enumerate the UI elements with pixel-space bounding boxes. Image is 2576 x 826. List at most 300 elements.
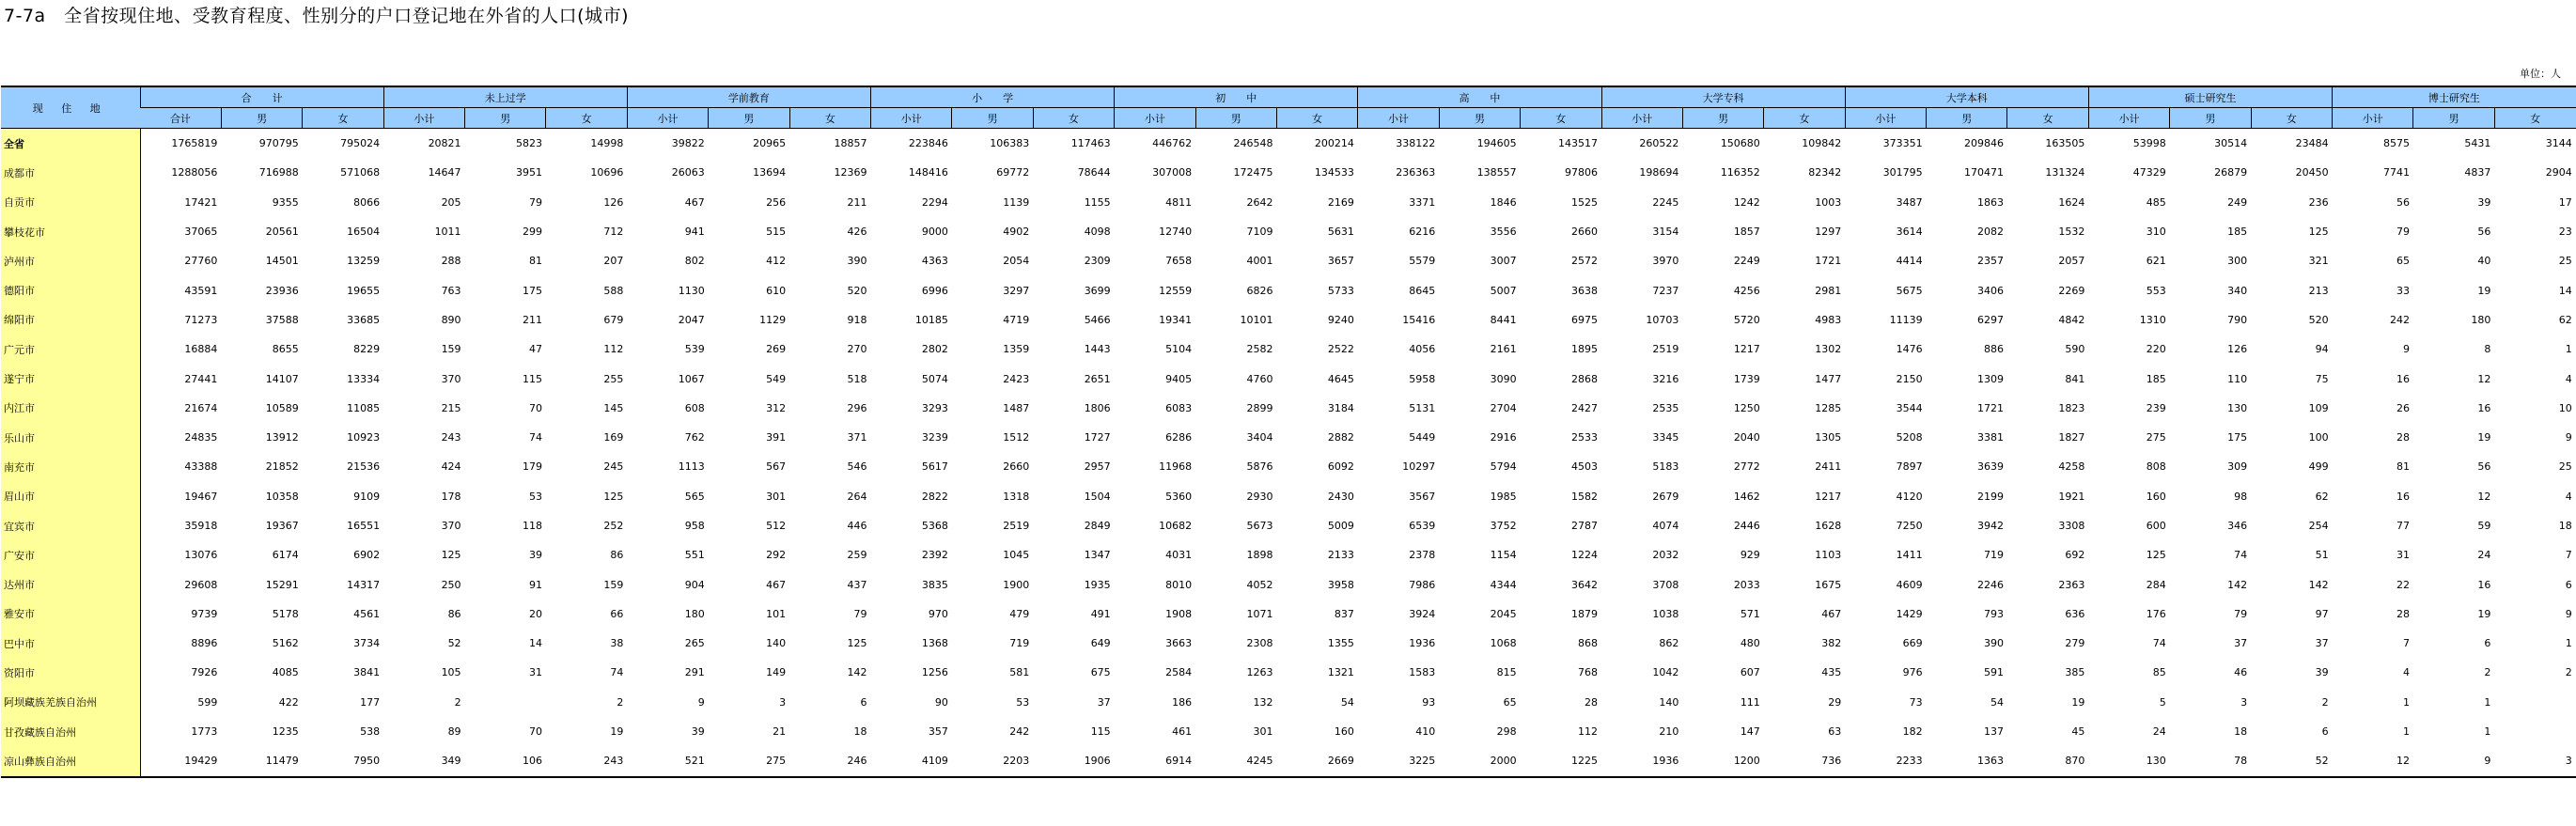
header-subcolumn: 男 bbox=[1927, 108, 2007, 129]
table-cell: 131324 bbox=[2045, 166, 2085, 179]
table-cell: 2642 bbox=[1246, 195, 1273, 209]
header-subcolumn: 女 bbox=[1764, 108, 1845, 129]
table-cell: 176 bbox=[2146, 607, 2166, 620]
table-cell: 175 bbox=[522, 284, 542, 297]
header-group: 硕士研究生 bbox=[2088, 86, 2332, 108]
row-location: 宜宾市 bbox=[1, 511, 140, 540]
table-cell: 2392 bbox=[921, 549, 948, 562]
table-cell: 426 bbox=[847, 226, 867, 239]
table-cell: 109842 bbox=[1802, 137, 1842, 150]
table-cell: 3970 bbox=[1652, 255, 1679, 268]
table-cell: 89 bbox=[447, 725, 461, 739]
table-cell: 14 bbox=[2558, 284, 2572, 297]
table-cell: 588 bbox=[603, 284, 624, 297]
table-cell: 312 bbox=[766, 401, 787, 414]
table-cell: 185 bbox=[2227, 226, 2248, 239]
table-cell: 81 bbox=[528, 255, 542, 268]
table-cell: 4245 bbox=[1195, 746, 1276, 776]
table-cell: 12369 bbox=[834, 166, 867, 179]
table-row bbox=[1, 158, 2576, 187]
table-cell: 1879 bbox=[1571, 607, 1599, 620]
table-cell: 3657 bbox=[1327, 255, 1354, 268]
table-cell: 4344 bbox=[1490, 578, 1517, 591]
table-cell: 9 bbox=[2565, 607, 2572, 620]
table-cell: 6975 bbox=[1571, 313, 1599, 326]
table-cell: 1011 bbox=[434, 226, 461, 239]
table-cell: 2199 bbox=[1976, 490, 2004, 503]
table-cell: 16 bbox=[2477, 578, 2491, 591]
table-header bbox=[1, 86, 2576, 129]
table-cell: 1129 bbox=[759, 313, 787, 326]
table-cell: 20821 bbox=[428, 137, 461, 150]
table-cell: 446762 bbox=[1152, 137, 1193, 150]
table-cell: 2981 bbox=[1815, 284, 1842, 297]
table-cell: 2411 bbox=[1815, 460, 1842, 474]
table-cell: 56 bbox=[2396, 195, 2410, 209]
table-cell: 170471 bbox=[1963, 166, 2004, 179]
table-cell: 59 bbox=[2477, 520, 2491, 532]
table-row bbox=[1, 335, 2576, 364]
table-cell: 795024 bbox=[340, 137, 381, 150]
table-cell: 3841 bbox=[353, 666, 381, 679]
table-cell: 565 bbox=[684, 490, 705, 503]
table-cell: 254 bbox=[2308, 520, 2329, 532]
unit-label: 单位：人 bbox=[2520, 68, 2561, 80]
table-cell: 1368 bbox=[921, 637, 948, 650]
table-cell: 3663 bbox=[1165, 637, 1193, 650]
table-cell: 111 bbox=[1740, 695, 1760, 709]
table-cell: 125 bbox=[2308, 226, 2329, 239]
row-location: 遂宁市 bbox=[1, 364, 140, 393]
table-cell: 97806 bbox=[1565, 166, 1599, 179]
table-cell: 3752 bbox=[1490, 520, 1517, 532]
table-cell: 1 bbox=[2484, 725, 2491, 739]
table-cell: 890 bbox=[441, 313, 461, 326]
table-cell: 1309 bbox=[1976, 372, 2004, 385]
header-subcolumn: 女 bbox=[303, 108, 383, 129]
table-cell: 3225 bbox=[1358, 746, 1439, 776]
table-cell: 28 bbox=[2396, 431, 2410, 444]
table-cell: 1288056 bbox=[171, 166, 218, 179]
table-cell: 1067 bbox=[678, 372, 705, 385]
table-cell: 1355 bbox=[1327, 637, 1354, 650]
table-cell: 243 bbox=[441, 431, 461, 444]
table-cell: 3184 bbox=[1327, 401, 1354, 414]
table-cell: 1068 bbox=[1490, 637, 1517, 650]
table-cell: 37065 bbox=[184, 226, 218, 239]
table-cell: 21852 bbox=[265, 460, 299, 474]
table-cell: 116352 bbox=[1720, 166, 1760, 179]
table-cell: 16551 bbox=[347, 520, 381, 532]
table-cell: 6 bbox=[2321, 725, 2329, 739]
header-subcolumn: 小计 bbox=[1845, 108, 1926, 129]
row-location: 乐山市 bbox=[1, 423, 140, 452]
table-cell: 145 bbox=[603, 401, 624, 414]
table-cell: 4645 bbox=[1327, 372, 1354, 385]
row-location: 广安市 bbox=[1, 540, 140, 569]
table-cell: 886 bbox=[1983, 343, 2004, 356]
table-cell: 27760 bbox=[184, 255, 218, 268]
row-location: 眉山市 bbox=[1, 482, 140, 511]
table-cell: 6 bbox=[860, 695, 867, 709]
table-cell: 1583 bbox=[1409, 666, 1436, 679]
table-cell: 52 bbox=[447, 637, 461, 650]
table-cell: 6174 bbox=[272, 549, 299, 562]
table-cell: 298 bbox=[1496, 725, 1517, 739]
table-cell: 309 bbox=[2227, 460, 2248, 474]
table-cell: 13076 bbox=[184, 549, 218, 562]
table-cell: 370 bbox=[441, 520, 461, 532]
table-cell: 467 bbox=[684, 195, 705, 209]
header-group: 高 中 bbox=[1358, 86, 1601, 108]
table-cell: 38 bbox=[610, 637, 624, 650]
table-cell: 125 bbox=[441, 549, 461, 562]
table-cell: 4 bbox=[2402, 666, 2410, 679]
table-cell: 43388 bbox=[184, 460, 218, 474]
table-cell: 2822 bbox=[921, 490, 948, 503]
table-cell: 467 bbox=[1821, 607, 1842, 620]
table-cell: 2 bbox=[2565, 666, 2572, 679]
table-cell: 213 bbox=[2308, 284, 2329, 297]
table-cell: 515 bbox=[766, 226, 787, 239]
header-sub-row bbox=[1, 108, 2576, 129]
table-cell: 4258 bbox=[2058, 460, 2085, 474]
table-cell: 2930 bbox=[1246, 490, 1273, 503]
table-cell: 182 bbox=[1902, 725, 1923, 739]
table-cell: 1045 bbox=[1003, 549, 1030, 562]
table-cell: 6092 bbox=[1327, 460, 1354, 474]
table-row bbox=[1, 364, 2576, 393]
table-cell: 117463 bbox=[1070, 137, 1111, 150]
table-cell bbox=[2494, 688, 2575, 717]
table-cell: 4098 bbox=[1084, 226, 1111, 239]
table-cell: 2045 bbox=[1490, 607, 1517, 620]
table-cell: 512 bbox=[766, 520, 787, 532]
table-cell: 2882 bbox=[1327, 431, 1354, 444]
table-cell: 138557 bbox=[1476, 166, 1517, 179]
table-cell: 2 bbox=[2484, 666, 2491, 679]
table-cell: 2357 bbox=[1976, 255, 2004, 268]
table-cell: 1532 bbox=[2058, 226, 2085, 239]
table-cell: 66 bbox=[610, 607, 624, 620]
table-cell: 301 bbox=[766, 490, 787, 503]
table-cell: 8655 bbox=[272, 343, 299, 356]
table-cell: 3090 bbox=[1490, 372, 1517, 385]
table-row bbox=[1, 129, 2576, 159]
table-cell: 349 bbox=[383, 746, 464, 776]
table-cell: 2904 bbox=[2545, 166, 2572, 179]
table-cell: 246548 bbox=[1233, 137, 1273, 150]
table-cell: 1429 bbox=[1896, 607, 1923, 620]
table-cell: 3567 bbox=[1409, 490, 1436, 503]
table-cell: 2032 bbox=[1652, 549, 1679, 562]
table-cell: 2309 bbox=[1084, 255, 1111, 268]
table-cell: 1921 bbox=[2058, 490, 2085, 503]
table-cell: 200214 bbox=[1314, 137, 1354, 150]
table-cell: 39822 bbox=[671, 137, 705, 150]
table-cell: 3239 bbox=[921, 431, 948, 444]
table-cell: 1217 bbox=[1733, 343, 1760, 356]
table-cell: 147 bbox=[1740, 725, 1760, 739]
table-cell: 70 bbox=[528, 401, 542, 414]
table-cell: 571 bbox=[1740, 607, 1760, 620]
table-cell: 6 bbox=[2484, 637, 2491, 650]
table-cell: 11085 bbox=[347, 401, 381, 414]
table-cell: 1985 bbox=[1490, 490, 1517, 503]
table-cell: 150680 bbox=[1720, 137, 1760, 150]
table-cell: 245 bbox=[603, 460, 624, 474]
header-subcolumn: 小计 bbox=[2333, 108, 2413, 129]
table-cell: 13259 bbox=[347, 255, 381, 268]
table-cell: 2057 bbox=[2058, 255, 2085, 268]
table-cell: 2522 bbox=[1327, 343, 1354, 356]
table-cell: 101 bbox=[766, 607, 787, 620]
table-cell: 288 bbox=[441, 255, 461, 268]
table-cell: 1003 bbox=[1815, 195, 1842, 209]
table-cell: 54 bbox=[1340, 695, 1354, 709]
table-cell: 70 bbox=[528, 725, 542, 739]
table-cell: 198694 bbox=[1639, 166, 1679, 179]
table-cell: 1675 bbox=[1815, 578, 1842, 591]
table-cell: 3638 bbox=[1571, 284, 1599, 297]
table-cell: 20561 bbox=[265, 226, 299, 239]
table-cell: 3 bbox=[2494, 746, 2575, 776]
table-cell: 37 bbox=[2315, 637, 2329, 650]
table-cell: 1857 bbox=[1733, 226, 1760, 239]
table-cell: 137 bbox=[1983, 725, 2004, 739]
table-cell: 1935 bbox=[1084, 578, 1111, 591]
table-cell: 3216 bbox=[1652, 372, 1679, 385]
table-cell: 284 bbox=[2146, 578, 2166, 591]
table-cell: 3544 bbox=[1896, 401, 1923, 414]
table-cell: 600 bbox=[2146, 520, 2166, 532]
table-cell: 39 bbox=[691, 725, 705, 739]
table-cell: 126 bbox=[603, 195, 624, 209]
table-cell: 6286 bbox=[1165, 431, 1193, 444]
table-cell: 5178 bbox=[272, 607, 299, 620]
table-cell: 8896 bbox=[191, 637, 218, 650]
table-cell: 2308 bbox=[1246, 637, 1273, 650]
table-cell: 3293 bbox=[921, 401, 948, 414]
table-cell: 10696 bbox=[590, 166, 624, 179]
table-cell: 3642 bbox=[1571, 578, 1599, 591]
table-cell: 5 bbox=[2159, 695, 2166, 709]
table-cell: 4120 bbox=[1896, 490, 1923, 503]
table-cell: 243 bbox=[546, 746, 627, 776]
table-cell: 2430 bbox=[1327, 490, 1354, 503]
table-cell: 1113 bbox=[678, 460, 705, 474]
table-cell: 1906 bbox=[1033, 746, 1114, 776]
table-cell: 1443 bbox=[1084, 343, 1111, 356]
table-cell: 5823 bbox=[515, 137, 542, 150]
table-cell: 21536 bbox=[347, 460, 381, 474]
row-location: 巴中市 bbox=[1, 629, 140, 658]
table-cell: 3556 bbox=[1490, 226, 1517, 239]
table-cell: 71273 bbox=[184, 313, 218, 326]
table-cell: 4837 bbox=[2464, 166, 2491, 179]
table-cell: 10589 bbox=[265, 401, 299, 414]
table-cell: 1895 bbox=[1571, 343, 1599, 356]
table-cell: 390 bbox=[1983, 637, 2004, 650]
table-row bbox=[1, 717, 2576, 746]
table-cell: 52 bbox=[2251, 746, 2332, 776]
table-cell: 17 bbox=[2558, 195, 2572, 209]
table-cell: 837 bbox=[1334, 607, 1354, 620]
table-cell: 4414 bbox=[1896, 255, 1923, 268]
table-cell: 8229 bbox=[353, 343, 381, 356]
table-cell: 86 bbox=[447, 607, 461, 620]
table-cell: 1235 bbox=[272, 725, 299, 739]
table-cell: 21 bbox=[773, 725, 787, 739]
table-cell: 163505 bbox=[2045, 137, 2085, 150]
header-group: 合 计 bbox=[140, 86, 383, 108]
table-cell: 74 bbox=[528, 431, 542, 444]
header-subcolumn: 小计 bbox=[383, 108, 464, 129]
table-cell: 10297 bbox=[1402, 460, 1436, 474]
table-cell: 37 bbox=[1097, 695, 1111, 709]
table-cell: 19 bbox=[2477, 607, 2491, 620]
table-cell: 1 bbox=[2484, 695, 2491, 709]
table-cell: 5162 bbox=[272, 637, 299, 650]
header-subcolumn: 女 bbox=[1033, 108, 1114, 129]
table-cell: 26879 bbox=[2214, 166, 2248, 179]
header-location: 现 住 地 bbox=[1, 86, 140, 129]
table-cell: 5208 bbox=[1896, 431, 1923, 444]
table-cell: 5449 bbox=[1409, 431, 1436, 444]
table-cell: 5074 bbox=[921, 372, 948, 385]
table-cell: 3 bbox=[2240, 695, 2248, 709]
table-cell: 14647 bbox=[428, 166, 461, 179]
header-subcolumn: 男 bbox=[952, 108, 1033, 129]
table-row bbox=[1, 188, 2576, 217]
table-cell: 1900 bbox=[1003, 578, 1030, 591]
table-cell: 2 bbox=[2321, 695, 2329, 709]
table-cell: 373351 bbox=[1882, 137, 1923, 150]
table-cell: 10101 bbox=[1240, 313, 1273, 326]
table-cell: 19655 bbox=[347, 284, 381, 297]
table-cell: 39 bbox=[528, 549, 542, 562]
table-cell: 211 bbox=[522, 313, 542, 326]
table-cell: 2133 bbox=[1327, 549, 1354, 562]
table-cell: 250 bbox=[441, 578, 461, 591]
table-cell: 11479 bbox=[221, 746, 302, 776]
table-cell: 33685 bbox=[347, 313, 381, 326]
table-cell: 1504 bbox=[1084, 490, 1111, 503]
row-location: 达州市 bbox=[1, 569, 140, 599]
table-cell bbox=[2494, 717, 2575, 746]
table-cell: 16 bbox=[2477, 401, 2491, 414]
row-location: 凉山彝族自治州 bbox=[1, 746, 140, 776]
table-cell: 79 bbox=[528, 195, 542, 209]
table-cell: 105 bbox=[441, 666, 461, 679]
table-cell: 159 bbox=[603, 578, 624, 591]
table-row bbox=[1, 305, 2576, 335]
table-cell: 12740 bbox=[1159, 226, 1193, 239]
table-cell: 19429 bbox=[140, 746, 221, 776]
header-subcolumn: 男 bbox=[1682, 108, 1763, 129]
table-cell: 10703 bbox=[1646, 313, 1679, 326]
table-cell: 18 bbox=[2234, 725, 2248, 739]
table-cell: 7 bbox=[2565, 549, 2572, 562]
table-cell: 712 bbox=[603, 226, 624, 239]
table-cell: 862 bbox=[1659, 637, 1679, 650]
table-cell: 553 bbox=[2146, 284, 2166, 297]
row-location: 绵阳市 bbox=[1, 305, 140, 335]
table-cell: 868 bbox=[1578, 637, 1599, 650]
table-cell: 79 bbox=[853, 607, 867, 620]
table-cell: 132 bbox=[1253, 695, 1273, 709]
table-cell: 26063 bbox=[671, 166, 705, 179]
table-cell: 1130 bbox=[678, 284, 705, 297]
table-cell: 1863 bbox=[1976, 195, 2004, 209]
table-cell: 20965 bbox=[753, 137, 787, 150]
table-cell: 2669 bbox=[1276, 746, 1357, 776]
row-location: 内江市 bbox=[1, 394, 140, 423]
table-cell: 74 bbox=[2234, 549, 2248, 562]
table-cell: 1154 bbox=[1490, 549, 1517, 562]
table-cell: 4109 bbox=[871, 746, 952, 776]
table-cell: 1765819 bbox=[171, 137, 218, 150]
table-cell: 1846 bbox=[1490, 195, 1517, 209]
table-cell: 82342 bbox=[1808, 166, 1842, 179]
table-row bbox=[1, 746, 2576, 776]
table-cell: 179 bbox=[522, 460, 542, 474]
table-cell: 571068 bbox=[340, 166, 381, 179]
table-cell: 1363 bbox=[1927, 746, 2007, 776]
table-cell: 239 bbox=[2146, 401, 2166, 414]
table-cell: 1318 bbox=[1003, 490, 1030, 503]
table-row bbox=[1, 217, 2576, 246]
table-cell: 20 bbox=[528, 607, 542, 620]
row-location: 德阳市 bbox=[1, 275, 140, 304]
table-cell: 35918 bbox=[184, 520, 218, 532]
table-cell: 205 bbox=[441, 195, 461, 209]
table-cell: 9739 bbox=[191, 607, 218, 620]
table-cell: 28 bbox=[1585, 695, 1599, 709]
table-cell: 539 bbox=[684, 343, 705, 356]
table-cell: 2203 bbox=[952, 746, 1033, 776]
table-cell: 97 bbox=[2315, 607, 2329, 620]
table-cell: 4256 bbox=[1733, 284, 1760, 297]
table-cell: 78644 bbox=[1077, 166, 1111, 179]
row-location: 自贡市 bbox=[1, 188, 140, 217]
table-cell: 2245 bbox=[1652, 195, 1679, 209]
table-cell: 591 bbox=[1983, 666, 2004, 679]
table-cell: 918 bbox=[847, 313, 867, 326]
table-cell: 15416 bbox=[1402, 313, 1436, 326]
table-cell: 5009 bbox=[1327, 520, 1354, 532]
table-cell: 5794 bbox=[1490, 460, 1517, 474]
table-cell: 4074 bbox=[1652, 520, 1679, 532]
table-row bbox=[1, 569, 2576, 599]
table-cell: 321 bbox=[2308, 255, 2329, 268]
table-cell: 109 bbox=[2308, 401, 2329, 414]
table-cell: 12 bbox=[2477, 490, 2491, 503]
table-cell: 211 bbox=[847, 195, 867, 209]
table-cell: 841 bbox=[2065, 372, 2085, 385]
table-cell: 802 bbox=[684, 255, 705, 268]
table-cell: 2000 bbox=[1439, 746, 1520, 776]
table-cell: 130 bbox=[2088, 746, 2169, 776]
table-cell: 1038 bbox=[1652, 607, 1679, 620]
header-group-row bbox=[1, 86, 2576, 108]
header-subcolumn: 女 bbox=[2494, 108, 2575, 129]
table-cell: 5360 bbox=[1165, 490, 1193, 503]
table-cell: 5183 bbox=[1652, 460, 1679, 474]
table-cell: 422 bbox=[278, 695, 299, 709]
table-cell: 1305 bbox=[1815, 431, 1842, 444]
table-cell: 21674 bbox=[184, 401, 218, 414]
